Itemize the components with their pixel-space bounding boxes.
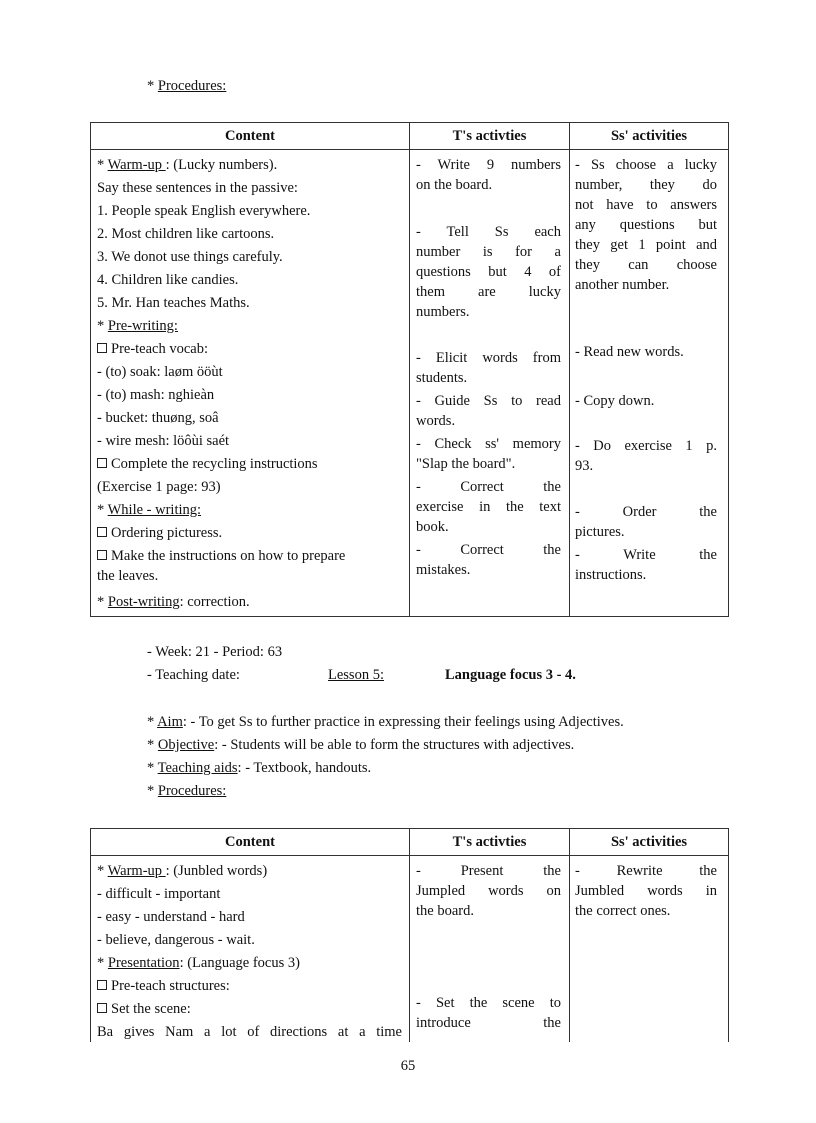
teacher-activity-line: - Check ss' memory (416, 436, 561, 452)
procedures-table-1 (90, 122, 729, 617)
student-activity-line: - Rewrite the (575, 863, 717, 879)
student-activity-line: they can choose (575, 257, 717, 273)
content-line (97, 317, 178, 335)
checkbox-square-icon (97, 1003, 107, 1013)
section-label: Post-writing (107, 594, 180, 610)
content-line (97, 432, 229, 450)
content-line (97, 501, 201, 519)
content-line (97, 478, 221, 496)
procedures-line (147, 782, 226, 800)
line-text: - (to) soak: laøm ööùt (97, 364, 223, 380)
line-text: - wire mesh: löôùi saét (97, 433, 230, 449)
content-line (97, 225, 274, 243)
aim-text: : - To get Ss to further practice in expressing their feelings using Adjectives. (182, 714, 624, 730)
line-text: Pre-teach vocab: (111, 341, 209, 357)
aim-label: Aim (157, 714, 183, 730)
content-line (97, 386, 214, 404)
bullet-star: * (97, 594, 108, 610)
content-line (97, 455, 318, 473)
content-line (97, 271, 238, 289)
content-line (97, 931, 255, 949)
line-text: the leaves. (97, 568, 159, 584)
line-text: 2. Most children like cartoons. (97, 226, 275, 242)
teacher-activity-line: on the board. (416, 177, 493, 193)
procedures-label: Procedures: (157, 78, 227, 94)
objective-line (147, 736, 574, 754)
bullet-star: * (97, 502, 108, 518)
content-line (97, 1023, 402, 1041)
line-text: 4. Children like candies. (97, 272, 239, 288)
teacher-activity-line: - Correct the (416, 542, 561, 558)
content-line (97, 340, 208, 358)
teacher-activity-line: - Tell Ss each (416, 224, 561, 240)
checkbox-square-icon (97, 343, 107, 353)
teacher-activity-line: students. (416, 370, 468, 386)
teacher-activity-line: the board. (416, 903, 474, 919)
content-line (97, 179, 298, 197)
content-line (97, 593, 250, 611)
student-activity-line: - Ss choose a lucky (575, 157, 717, 173)
lesson-title: Language focus 3 - 4. (445, 667, 576, 683)
column-header-teacher: T's activties (410, 829, 570, 856)
objective-text: : - Students will be able to form the structures with adjectives. (214, 737, 575, 753)
section-text: : (Lucky numbers). (165, 157, 278, 173)
column-header-students: Ss' activities (570, 123, 729, 150)
content-line (97, 862, 267, 880)
content-line (97, 294, 250, 312)
teacher-activity-line: questions but 4 of (416, 264, 561, 280)
teacher-activity-line: mistakes. (416, 562, 471, 578)
teacher-activity-line: exercise in the text (416, 499, 561, 515)
bullet-star: * (147, 78, 158, 94)
student-activity-line: another number. (575, 277, 670, 293)
column-header-teacher: T's activties (410, 123, 570, 150)
teacher-activity-line: - Present the (416, 863, 561, 879)
column-header-content: Content (91, 829, 410, 856)
procedures-heading (147, 77, 226, 95)
line-text: Make the instructions on how to prepare (111, 548, 346, 564)
content-line (97, 409, 219, 427)
student-activity-line: the correct ones. (575, 903, 671, 919)
content-line (97, 202, 310, 220)
teacher-activity-line: - Guide Ss to read (416, 393, 561, 409)
content-line (97, 547, 345, 565)
student-activity-line: - Order the (575, 504, 717, 520)
line-text: Say these sentences in the passive: (97, 180, 298, 196)
line-text: 5. Mr. Han teaches Maths. (97, 295, 250, 311)
content-line (97, 363, 223, 381)
section-label: Warm-up (107, 157, 166, 173)
line-text: - easy - understand - hard (97, 909, 245, 925)
student-activity-line: instructions. (575, 567, 647, 583)
content-cell (91, 150, 409, 616)
teacher-activity-line: them are lucky (416, 284, 561, 300)
teaching-date-label: - Teaching date: (147, 667, 240, 683)
teaching-aids-line (147, 759, 371, 777)
line-text: Pre-teach structures: (111, 978, 230, 994)
student-activity-line: - Read new words. (575, 344, 684, 360)
checkbox-square-icon (97, 527, 107, 537)
student-activity-line: any questions but (575, 217, 717, 233)
section-text: : correction. (179, 594, 250, 610)
teacher-activity-line: Jumpled words on (416, 883, 561, 899)
line-text: 1. People speak English everywhere. (97, 203, 311, 219)
teacher-activity-line: numbers. (416, 304, 470, 320)
section-text: : (Junbled words) (165, 863, 268, 879)
bullet-star: * (97, 157, 108, 173)
student-activity-line: not have to answers (575, 197, 717, 213)
content-line (97, 954, 300, 972)
content-line (97, 908, 245, 926)
checkbox-square-icon (97, 458, 107, 468)
aim-line (147, 713, 624, 731)
procedures-label: Procedures: (157, 783, 227, 799)
checkbox-square-icon (97, 980, 107, 990)
section-label: Pre-writing: (107, 318, 178, 334)
teacher-activity-line: - Correct the (416, 479, 561, 495)
objective-label: Objective (157, 737, 215, 753)
checkbox-square-icon (97, 550, 107, 560)
teacher-activity-line: introduce the (416, 1015, 561, 1031)
content-line (97, 1000, 191, 1018)
bullet-star: * (147, 714, 158, 730)
content-line (97, 977, 230, 995)
student-activity-line: number, they do (575, 177, 717, 193)
student-activity-line: - Copy down. (575, 393, 655, 409)
content-line (97, 524, 222, 542)
bullet-star: * (147, 760, 158, 776)
section-text: : (Language focus 3) (179, 955, 300, 971)
bullet-star: * (97, 318, 108, 334)
line-text: - believe, dangerous - wait. (97, 932, 255, 948)
line-text: - (to) mash: nghieàn (97, 387, 215, 403)
line-text: Set the scene: (111, 1001, 191, 1017)
page-number: 65 (400, 1058, 416, 1074)
teacher-activities-cell (410, 856, 569, 1042)
section-label: While - writing: (107, 502, 202, 518)
content-line (97, 156, 277, 174)
teaching-aids-text: : - Textbook, handouts. (237, 760, 372, 776)
lesson-label: Lesson 5: (328, 667, 384, 683)
student-activity-line: Jumbled words in (575, 883, 717, 899)
line-text: Ba gives Nam a lot of directions at a time (97, 1024, 402, 1040)
bullet-star: * (97, 863, 108, 879)
teacher-activities-cell (410, 150, 569, 616)
teacher-activity-line: - Elicit words from (416, 350, 561, 366)
line-text: 3. We donot use things carefuly. (97, 249, 283, 265)
procedures-table-2 (90, 828, 729, 1042)
line-text: Complete the recycling instructions (111, 456, 318, 472)
section-label: Warm-up (107, 863, 166, 879)
teacher-activity-line: - Write 9 numbers (416, 157, 561, 173)
line-text: (Exercise 1 page: 93) (97, 479, 221, 495)
teacher-activity-line: "Slap the board". (416, 456, 516, 472)
teacher-activity-line: - Set the scene to (416, 995, 561, 1011)
section-label: Presentation (107, 955, 180, 971)
column-header-students: Ss' activities (570, 829, 729, 856)
bullet-star: * (97, 955, 108, 971)
bullet-star: * (147, 737, 158, 753)
student-activity-line: - Do exercise 1 p. (575, 438, 717, 454)
content-line (97, 248, 283, 266)
content-line (97, 885, 220, 903)
line-text: - bucket: thuøng, soâ (97, 410, 219, 426)
teacher-activity-line: words. (416, 413, 456, 429)
content-cell (91, 856, 409, 1042)
column-header-content: Content (91, 123, 410, 150)
teaching-aids-label: Teaching aids (157, 760, 238, 776)
bullet-star: * (147, 783, 158, 799)
content-line (97, 567, 158, 585)
line-text: - difficult - important (97, 886, 221, 902)
student-activity-line: 93. (575, 458, 594, 474)
line-text: Ordering picturess. (111, 525, 223, 541)
teacher-activity-line: book. (416, 519, 449, 535)
student-activities-cell (570, 856, 728, 1042)
teacher-activity-line: number is for a (416, 244, 561, 260)
student-activity-line: pictures. (575, 524, 625, 540)
student-activities-cell (570, 150, 728, 616)
student-activity-line: - Write the (575, 547, 717, 563)
student-activity-line: they get 1 point and (575, 237, 717, 253)
week-period: - Week: 21 - Period: 63 (147, 644, 283, 660)
